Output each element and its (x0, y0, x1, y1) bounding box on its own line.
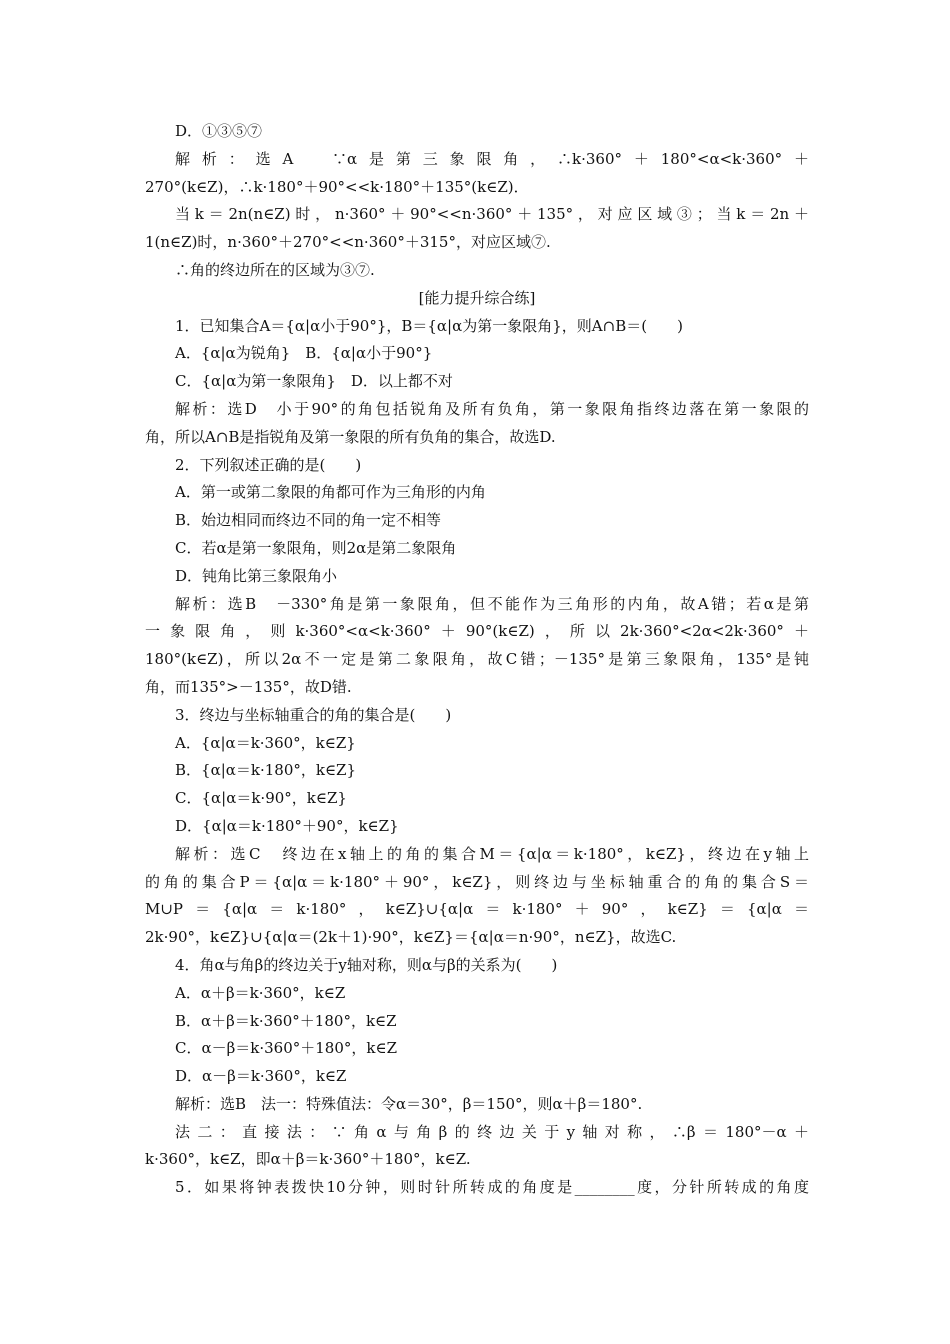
text-line: D．钝角比第三象限角小 (175, 566, 338, 585)
text-line: M∪P＝{α|α＝k·180°，k∈Z}∪{α|α＝k·180°＋90°，k∈Z}＝{α|α＝ (145, 900, 809, 919)
text-line: 当k＝2n(n∈Z)时，n·360°＋90°<<n·360°＋135°，对应区域③；当k＝2n＋ (175, 205, 809, 224)
text-line: A．α＋β＝k·360°，k∈Z (175, 983, 346, 1002)
text-line: 1．已知集合A＝{α|α小于90°}，B＝{α|α为第一象限角}，则A∩B＝( ) (175, 316, 683, 335)
text-line: 3．终边与坐标轴重合的角的集合是( ) (175, 705, 452, 724)
text-line: ∴角的终边所在的区域为③⑦. (175, 260, 375, 279)
section-heading: [能力提升综合练] (418, 288, 536, 307)
text-line: A．{α|α为锐角} B．{α|α小于90°} (175, 344, 433, 363)
text-line: 的角的集合P＝{α|α＝k·180°＋90°，k∈Z}，则终边与坐标轴重合的角的集合S＝ (145, 872, 809, 891)
text-line: D．{α|α＝k·180°＋90°，k∈Z} (175, 816, 399, 835)
text-line: 4．角α与角β的终边关于y轴对称，则α与β的关系为( ) (175, 955, 558, 974)
text-line: 180°(k∈Z)，所以2α不一定是第二象限角，故C错；－135°是第三象限角，135°是钝 (145, 650, 809, 669)
text-line: k·360°，k∈Z，即α＋β＝k·360°＋180°，k∈Z. (145, 1150, 471, 1169)
text-line: 角，而135°>－135°，故D错. (145, 677, 352, 696)
text-line: C．α－β＝k·360°＋180°，k∈Z (175, 1039, 398, 1058)
text-line: B．α＋β＝k·360°＋180°，k∈Z (175, 1011, 397, 1030)
text-line: 1(n∈Z)时，n·360°＋270°<<n·360°＋315°，对应区域⑦. (145, 233, 551, 252)
text-line: 解析：选A ∵α是第三象限角，∴k·360°＋180°<α<k·360°＋ (175, 149, 809, 168)
text-line: 270°(k∈Z)，∴k·180°＋90°<<k·180°＋135°(k∈Z)． (145, 177, 529, 196)
text-line: C．{α|α为第一象限角} D．以上都不对 (175, 372, 453, 391)
text-line: A．第一或第二象限的角都可作为三角形的内角 (175, 483, 486, 502)
text-line: C．若α是第一象限角，则2α是第二象限角 (175, 538, 457, 557)
text-line: 一象限角，则k·360°<α<k·360°＋90°(k∈Z)，所以2k·360°<2α<2k·360°＋ (145, 622, 809, 641)
text-line: D．①③⑤⑦ (175, 122, 263, 140)
text-line: 2．下列叙述正确的是( ) (175, 455, 362, 474)
text-line: 解析：选D 小于90°的角包括锐角及所有负角，第一象限角指终边落在第一象限的 (175, 399, 809, 418)
text-line: A．{α|α＝k·360°，k∈Z} (175, 733, 356, 752)
text-line: 5．如果将钟表拨快10分钟，则时针所转成的角度是________度，分针所转成的角度 (175, 1178, 809, 1197)
text-line: 法二：直接法：∵角α与角β的终边关于y轴对称，∴β＝180°－α＋ (175, 1122, 809, 1141)
text-line: D．α－β＝k·360°，k∈Z (175, 1067, 347, 1086)
document-body (145, 118, 809, 1202)
text-line: B．{α|α＝k·180°，k∈Z} (175, 761, 357, 780)
text-line: 解析：选B 法一：特殊值法：令α＝30°，β＝150°，则α＋β＝180°. (175, 1094, 643, 1113)
text-line: 角，所以A∩B是指锐角及第一象限的所有负角的集合，故选D. (145, 427, 556, 446)
text-line: 解析：选B －330°角是第一象限角，但不能作为三角形的内角，故A错；若α是第 (175, 594, 809, 613)
text-line: 解析：选C 终边在x轴上的角的集合M＝{α|α＝k·180°，k∈Z}，终边在y轴上 (175, 844, 809, 863)
text-line: B．始边相同而终边不同的角一定不相等 (175, 511, 442, 530)
text-line: C．{α|α＝k·90°，k∈Z} (175, 789, 347, 808)
text-line: 2k·90°，k∈Z}∪{α|α＝(2k＋1)·90°，k∈Z}＝{α|α＝n·90°，n∈Z}，故选C. (145, 928, 677, 947)
